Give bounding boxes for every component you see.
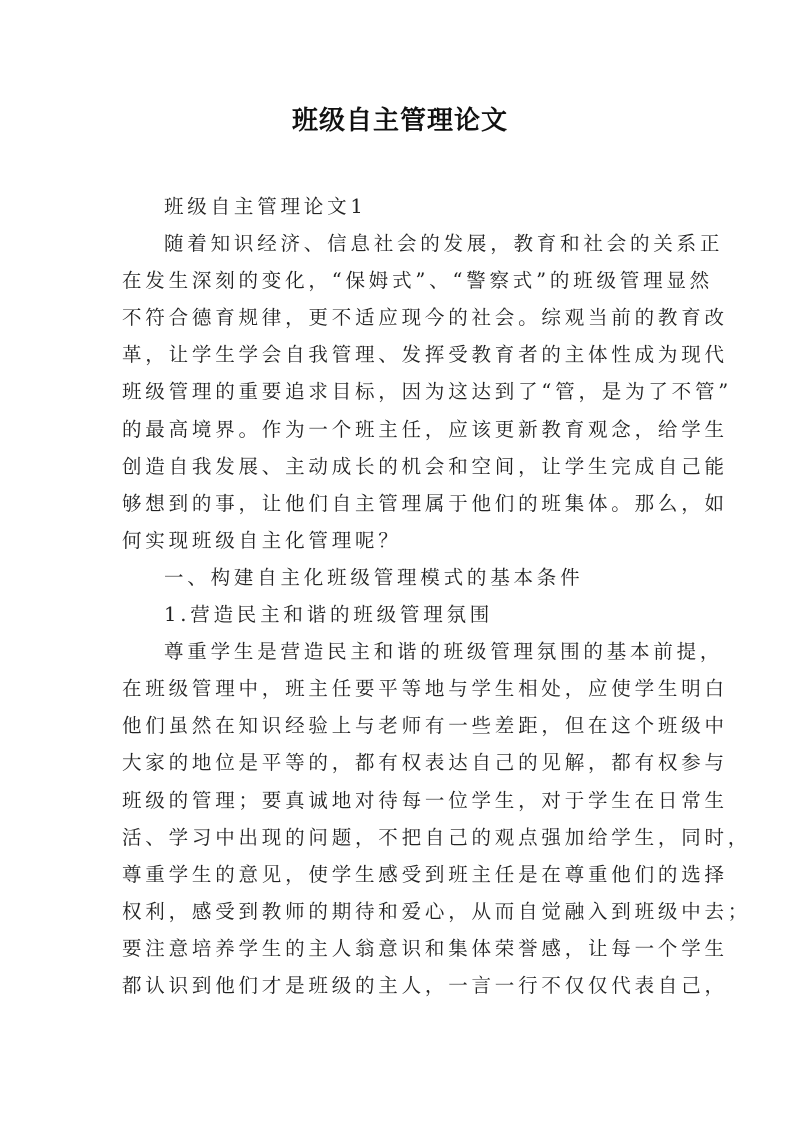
text-line: 在班级管理中，班主任要平等地与学生相处，应使学生明白 bbox=[122, 677, 728, 701]
text-line: 权利，感受到教师的期待和爱心，从而自觉融入到班级中去； bbox=[122, 899, 752, 923]
document-title: 班级自主管理论文 bbox=[291, 106, 508, 136]
text-line: 一、构建自主化班级管理模式的基本条件 bbox=[164, 565, 584, 589]
text-line: 随着知识经济、信息社会的发展，教育和社会的关系正 bbox=[164, 232, 724, 256]
paragraph bbox=[122, 633, 752, 1004]
text-line: 要注意培养学生的主人翁意识和集体荣誉感，让每一个学生 bbox=[122, 936, 728, 960]
paragraph bbox=[122, 225, 733, 559]
paragraph bbox=[122, 559, 692, 596]
text-line: 班级管理的重要追求目标，因为这达到了“管，是为了不管” bbox=[122, 380, 733, 404]
text-line: 班级的管理；要真诚地对待每一位学生，对于学生在日常生 bbox=[122, 788, 728, 812]
text-line: 尊重学生的意见，使学生感受到班主任是在尊重他们的选择 bbox=[122, 862, 728, 886]
text-line: 他们虽然在知识经验上与老师有一些差距，但在这个班级中 bbox=[122, 714, 728, 738]
text-line: 尊重学生是营造民主和谐的班级管理氛围的基本前提， bbox=[164, 640, 724, 664]
text-line: 班级自主管理论文1 bbox=[164, 195, 367, 218]
text-line: 革，让学生学会自我管理、发挥受教育者的主体性成为现代 bbox=[122, 343, 728, 367]
text-line: 何实现班级自主化管理呢？ bbox=[122, 528, 402, 552]
text-line: 的最高境界。作为一个班主任，应该更新教育观念，给学生 bbox=[122, 417, 728, 441]
paragraph bbox=[122, 596, 692, 633]
text-line: 都认识到他们才是班级的主人，一言一行不仅仅代表自己， bbox=[122, 973, 728, 997]
text-line: 大家的地位是平等的，都有权表达自己的见解，都有权参与 bbox=[122, 751, 728, 775]
text-line: 活、学习中出现的问题，不把自己的观点强加给学生，同时， bbox=[122, 825, 752, 849]
paragraph bbox=[122, 188, 692, 225]
document-body bbox=[122, 188, 752, 1004]
text-line: 不符合德育规律，更不适应现今的社会。综观当前的教育改 bbox=[122, 306, 728, 330]
text-line: 1.营造民主和谐的班级管理氛围 bbox=[164, 603, 494, 627]
text-line: 够想到的事，让他们自主管理属于他们的班集体。那么，如 bbox=[122, 491, 728, 515]
text-line: 在发生深刻的变化，“保姆式”、“警察式”的班级管理显然 bbox=[122, 269, 713, 293]
text-line: 创造自我发展、主动成长的机会和空间，让学生完成自己能 bbox=[122, 454, 728, 478]
